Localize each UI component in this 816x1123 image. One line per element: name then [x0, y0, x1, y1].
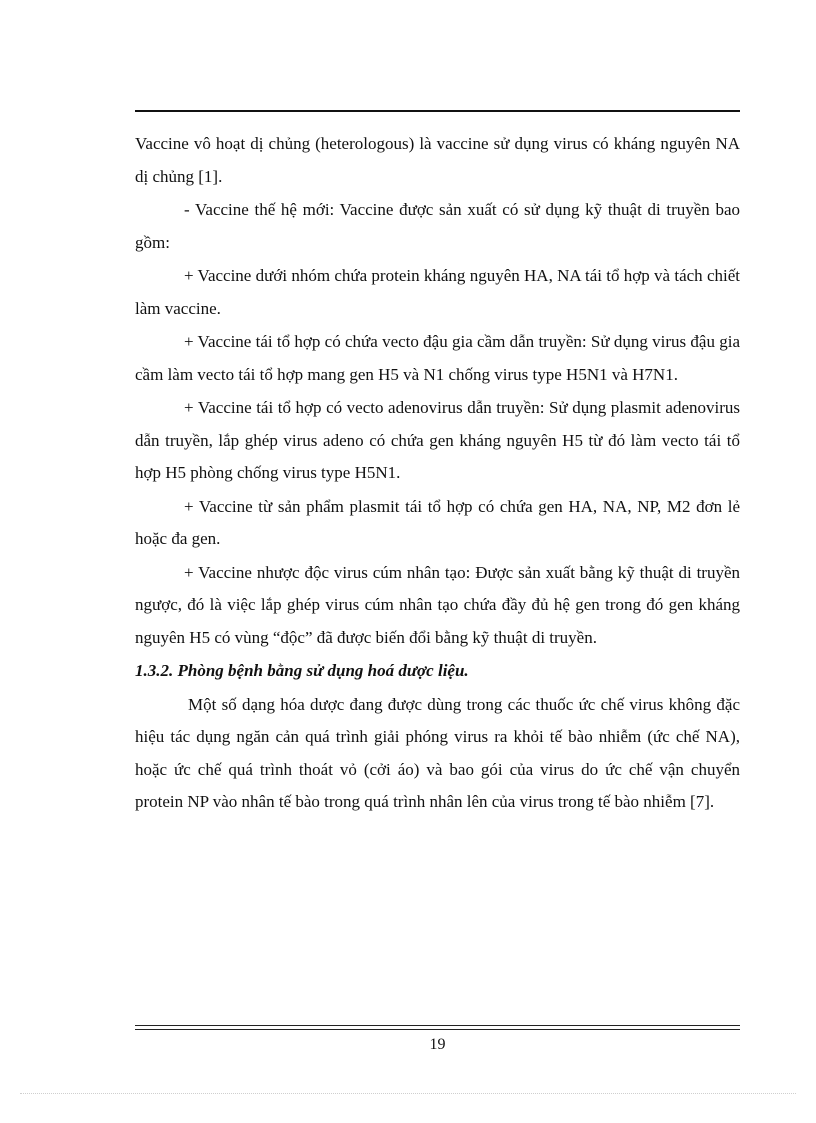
paragraph-adenovirus-vector-vaccine: + Vaccine tái tổ hợp có vecto adenovirus dẫn truyền: Sử dụng plasmit adenovirus dẫn truyền, lắp ghép virus adeno có chứa gen kháng nguyên H5 từ đó làm vecto tái tổ hợp H5 phòng chống virus type H5N1.	[135, 398, 740, 482]
paragraph-antiviral-drugs: Một số dạng hóa dược đang được dùng trong các thuốc ức chế virus không đặc hiệu tác dụng ngăn cản quá trình giải phóng virus ra khỏi tế bào nhiễm (ức chế NA), hoặc ức chế quá trình thoát vỏ (cởi áo) và bao gói của virus do ức chế vận chuyển protein NP vào nhân tế bào trong quá trình nhân lên của virus trong tế bào nhiễm [7].	[135, 694, 740, 811]
section-heading: 1.3.2. Phòng bệnh bằng sử dụng hoá dược liệu.	[135, 661, 469, 680]
paragraph-attenuated-vaccine: + Vaccine nhược độc virus cúm nhân tạo: Được sản xuất bằng kỹ thuật di truyền ngược, đó là việc lắp ghép virus cúm nhân tạo chứa đầy đủ hệ gen trong đó gen kháng nguyên H5 có vùng “độc” đã được biến đổi bằng kỹ thuật di truyền.	[135, 562, 740, 647]
paragraph-subunit-vaccine: + Vaccine dưới nhóm chứa protein kháng nguyên HA, NA tái tổ hợp và tách chiết làm vaccine.	[135, 266, 740, 318]
paragraph-plasmid-vaccine: + Vaccine từ sản phẩm plasmit tái tổ hợp có chứa gen HA, NA, NP, M2 đơn lẻ hoặc đa gen.	[135, 496, 740, 548]
footer-rule	[135, 1025, 740, 1030]
page-edge-dotted-line	[20, 1093, 796, 1094]
paragraph-heterologous-vaccine: Vaccine vô hoạt dị chủng (heterologous) là vaccine sử dụng virus có kháng nguyên NA dị chủng [1].	[135, 134, 740, 186]
paragraph-fowlpox-vector-vaccine: + Vaccine tái tổ hợp có chứa vecto đậu gia cầm dẫn truyền: Sử dụng virus đậu gia cầm làm vecto tái tổ hợp mang gen H5 và N1 chống virus type H5N1 và H7N1.	[135, 332, 740, 384]
body-text	[135, 128, 740, 820]
paragraph-new-generation-vaccine: - Vaccine thế hệ mới: Vaccine được sản xuất có sử dụng kỹ thuật di truyền bao gồm:	[135, 200, 740, 252]
page-number: 19	[429, 1036, 446, 1053]
header-rule	[135, 110, 740, 112]
